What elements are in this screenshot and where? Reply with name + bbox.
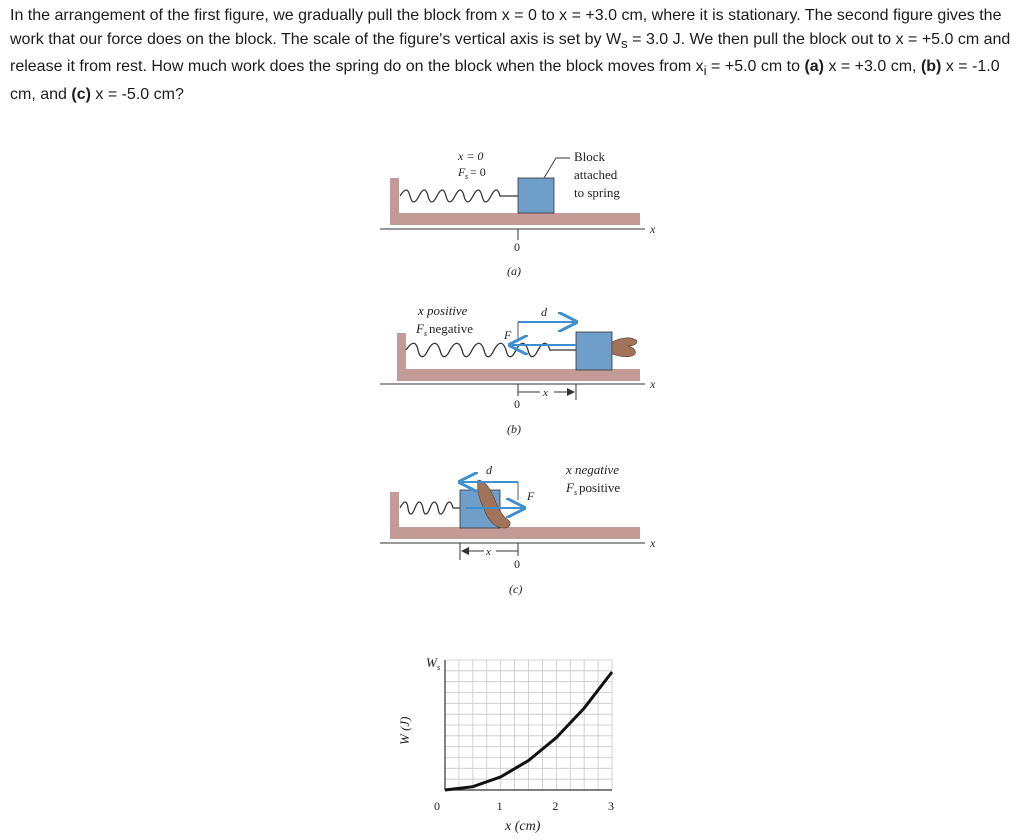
x-tick-label: 1 [496,799,503,813]
d-label-c: d [486,463,492,477]
wall-b [397,333,406,375]
panel-a [380,149,656,278]
ws-subscript: s [621,35,628,51]
x-tick-label: 3 [608,799,614,813]
question-middle: = 3.0 J. We then pull the block out to x = +5.0 cm and release it from rest. How much work does the spring do on the block when the block moves from x [10,30,1011,76]
x-dim-label-b: x [543,387,548,399]
callout-line-3: to spring [574,185,620,200]
zero-label-a: 0 [514,240,520,254]
work-chart [397,655,614,834]
spring-a [400,190,518,202]
block-a [518,178,554,213]
panel-b [380,303,656,436]
part-c-text: x = -5.0 cm? [90,85,184,103]
chart-x-ticks [434,799,614,813]
floor-c [390,527,640,539]
callout-line-2: attached [574,167,618,182]
fs-eq-label: F [458,165,466,179]
fs-eq-value: = 0 [470,165,486,179]
part-b-label: (b) [920,58,942,76]
x-axis-label [504,819,541,834]
axis-label-a: x [650,222,656,236]
wall-a [390,178,399,218]
fs-positive-rest: positive [579,480,621,495]
caption-a: (a) [507,264,521,278]
x-positive-label: x positive [418,303,468,318]
panel-c [380,462,656,596]
d-label-b: d [541,305,547,319]
caption-c: (c) [509,582,523,596]
fs-negative-sub: s [424,329,428,338]
xi-subscript: i [703,63,707,79]
zero-label-c: 0 [514,557,520,571]
part-a-label: (a) [804,58,824,76]
fs-positive-sub: s [574,488,578,497]
part-c-label: (c) [71,85,91,103]
f-label-b: F [504,328,512,342]
part-a-text: x = +3.0 cm, [824,58,921,76]
x-axis-label-text: x (cm) [505,819,541,834]
fs-eq-sub: s [465,172,469,181]
ws-axis-sub: s [437,663,441,672]
x-dim-label-c: x [486,546,491,558]
y-axis-label: W (J) [397,716,412,745]
question-after-xi: = +5.0 cm to [706,58,805,76]
callout-line-1: Block [574,149,606,164]
x-negative-label: x negative [566,462,620,477]
fs-positive-f: F [566,480,574,495]
caption-b: (b) [507,422,521,436]
floor-b [397,369,640,381]
x-tick-label: 2 [552,799,559,813]
fs-negative-f: F [416,321,424,336]
axis-label-b: x [650,377,656,391]
zero-label-b: 0 [514,397,520,411]
wall-c [390,492,399,532]
axis-label-c: x [650,536,656,550]
x-tick-label: 0 [434,799,440,813]
chart-grid [445,660,612,790]
spring-c [400,502,460,514]
part-b-text: x = -1.0 cm, and [10,58,1000,103]
ws-axis-label: W [426,655,437,670]
f-label-c: F [527,489,535,503]
question-intro: In the arrangement of the first figure, we gradually pull the block from x = 0 to x = +3.0 cm, where it is stationary. The second figure gives the work that our force does on the block. The scale of the figure's vertical axis is set by W [10,7,1002,48]
fs-negative-rest: negative [429,321,474,336]
callout-line [544,158,570,178]
block-b [576,332,612,370]
floor-a [390,213,640,225]
hand-b [612,338,637,357]
x-eq-label: x = 0 [458,149,484,163]
